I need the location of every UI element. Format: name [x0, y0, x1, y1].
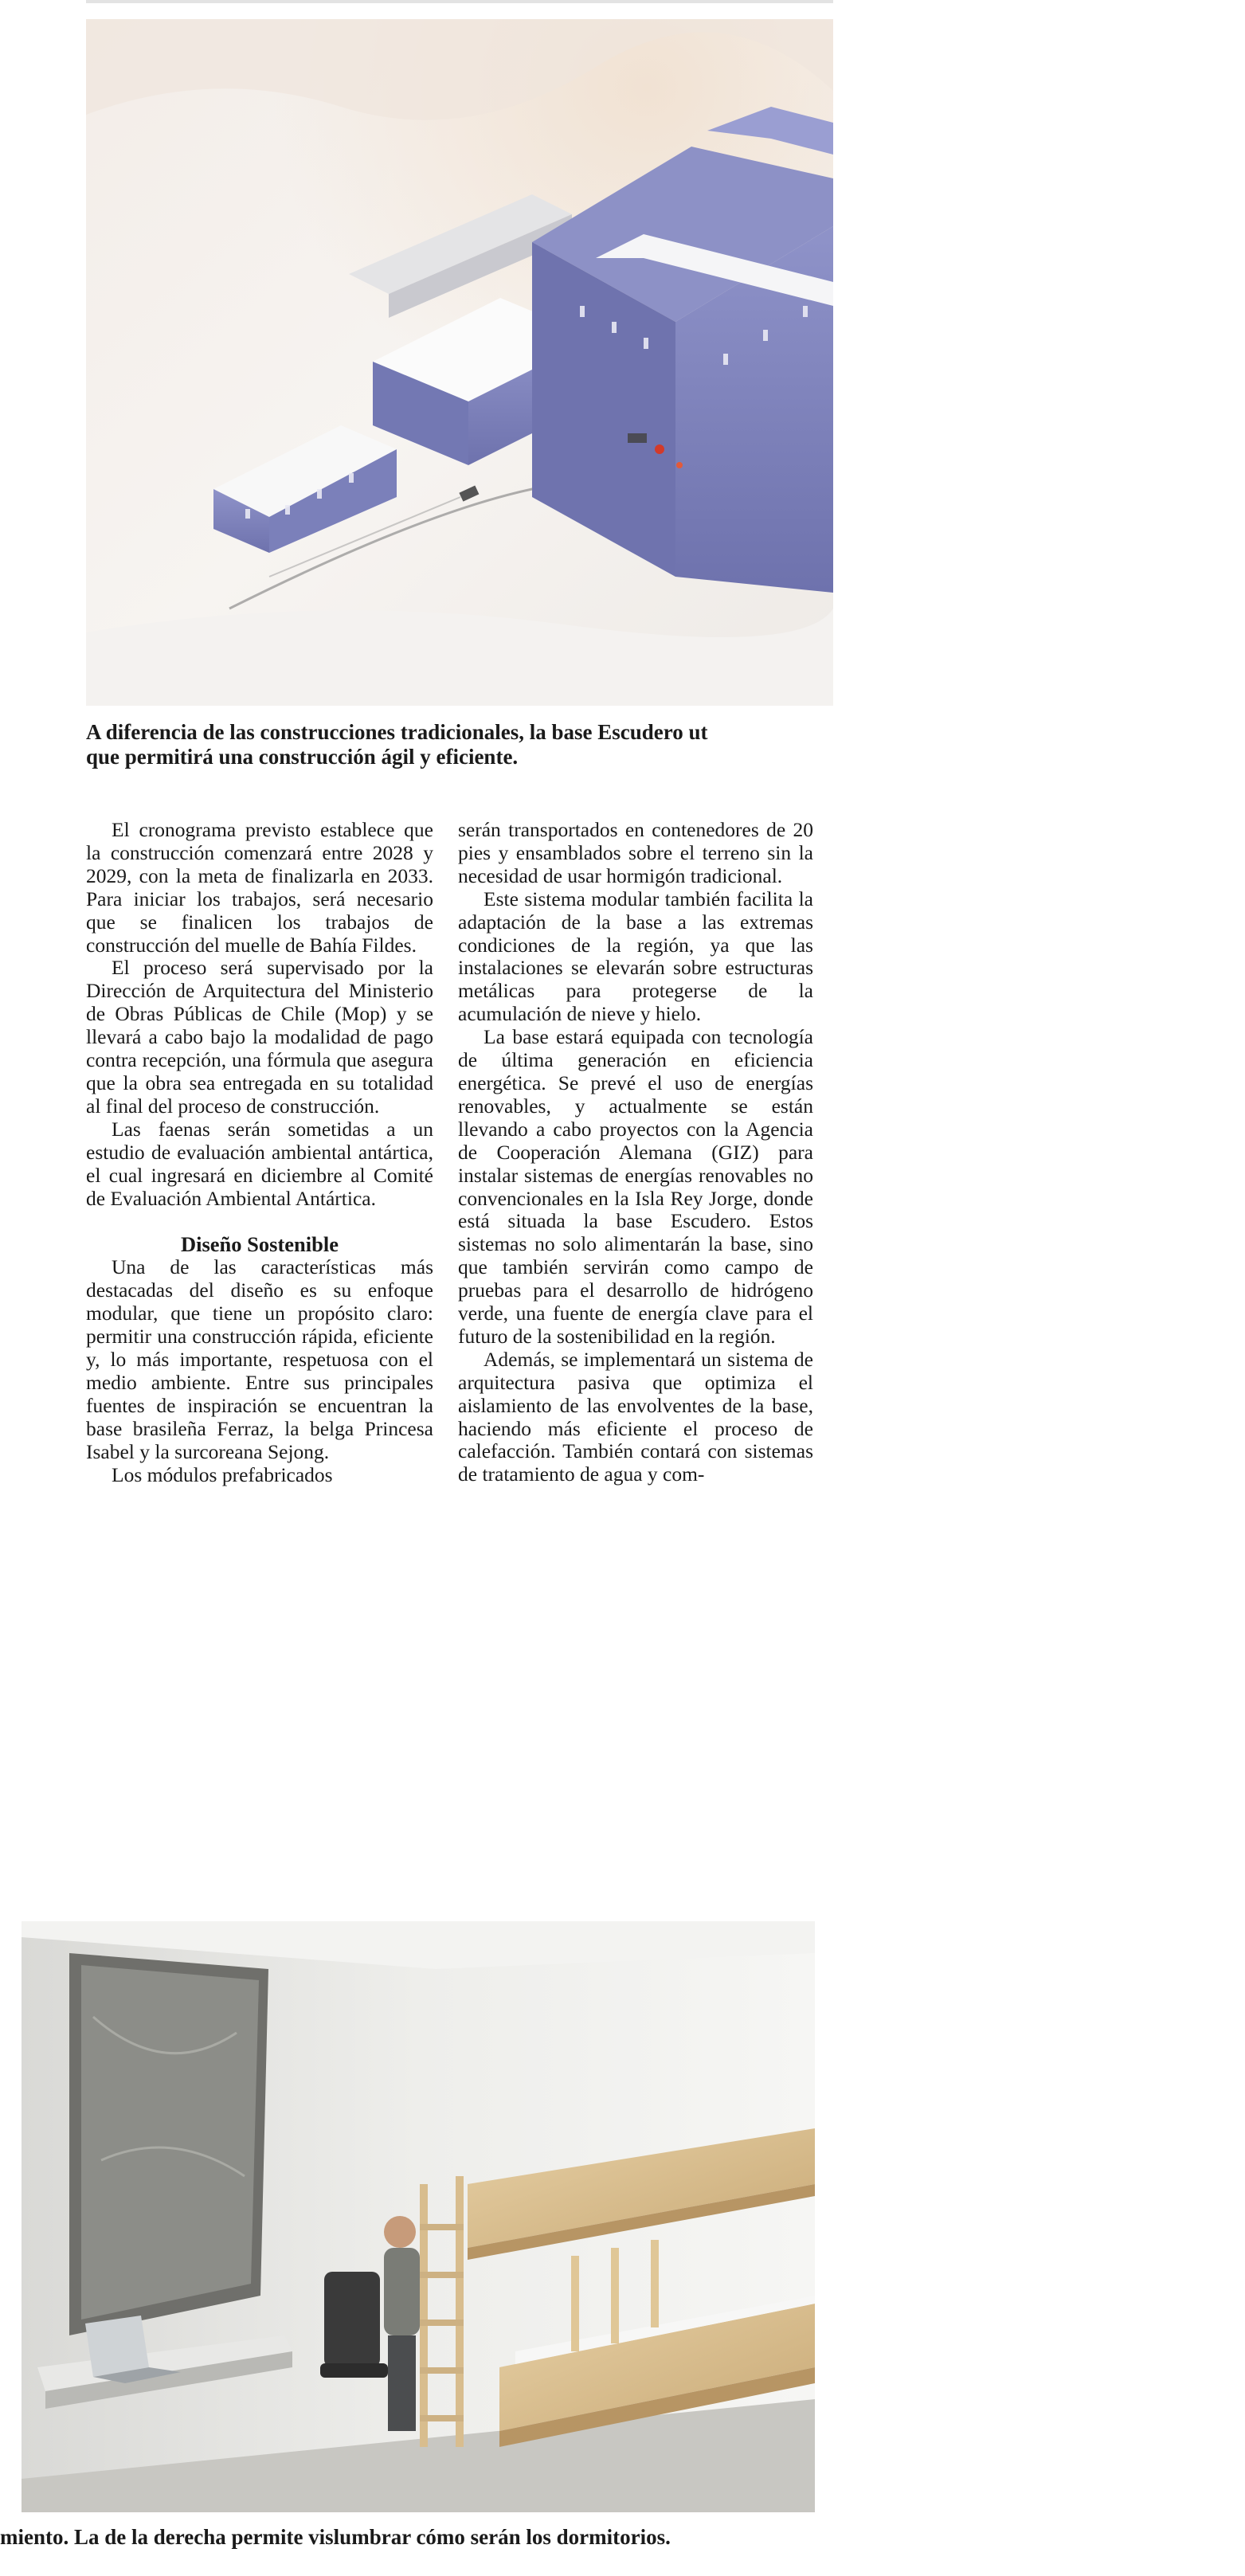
paragraph: Además, se implementará un sistema de arquitectura pasiva que optimiza el aislamiento de las envolventes de la base, haciendo más eficiente el proceso de calefacción. También contará con sistemas de tratamiento de agua y com- [458, 1347, 813, 1486]
paragraph: El proceso será supervisado por la Dirección de Arquitectura del Ministerio de Obras Públicas de Chile (Mop) y se llevará a cabo bajo la modalidad de pago contra recepción, una fórmula que asegura que la obra sea entregada en su totalidad al final del proceso de construcción. [86, 956, 433, 1118]
article-column-right [458, 819, 813, 1486]
section-subheading: Diseño Sostenible [180, 1232, 339, 1257]
photo-dormitory [22, 1921, 815, 2512]
article-column-left [86, 819, 433, 1486]
top-rule [86, 0, 833, 3]
paragraph: serán transportados en contenedores de 20 pies y ensamblados sobre el terreno sin la necesidad de usar hormigón tradicional. [458, 818, 813, 887]
photo-caption-top: A diferencia de las construcciones tradicionales, la base Escudero ut que permitirá una construcción ágil y eficiente. [86, 720, 708, 769]
photo-caption-bottom: miento. La de la derecha permite vislumbrar cómo serán los dormitorios. [0, 2525, 671, 2549]
paragraph: La base estará equipada con tecnología de última generación en eficiencia energética. Se prevé el uso de energías renovables, y actualmente se están llevando a cabo proyectos con la Agencia de Cooperación Alemana (GIZ) para instalar sistemas de energías renovables no convencionales en la Isla Rey Jorge, donde está situada la base Escudero. Estos sistemas no solo alimentarán la base, sino que también servirán como campo de pruebas para el desarrollo de hidrógeno verde, una fuente de energía clave para el futuro de la sostenibilidad en la región. [458, 1025, 813, 1348]
paragraph: Los módulos prefabricados [112, 1462, 333, 1486]
paragraph: Una de las características más destacadas del diseño es su enfoque modular, que tiene un propósito claro: permitir una construcción rápida, eficiente y, lo más importante, respetuosa con el medio ambiente. Entre sus principales fuentes de inspiración se encuentran la base brasileña Ferraz, la belga Princesa Isabel y la surcoreana Sejong. [86, 1255, 433, 1463]
paragraph: Las faenas serán sometidas a un estudio de evaluación ambiental antártica, el cual ingresará en diciembre al Comité de Evaluación Ambiental Antártica. [86, 1117, 433, 1210]
paragraph: Este sistema modular también facilita la adaptación de la base a las extremas condiciones de la región, ya que las instalaciones se elevarán sobre estructuras metálicas para protegerse de la acumulación de nieve y hielo. [458, 887, 813, 1026]
photo-antarctic-base [86, 19, 833, 706]
paragraph: El cronograma previsto establece que la construcción comenzará entre 2028 y 2029, con la meta de finalizarla en 2033. Para iniciar los trabajos, será necesario que se finalicen los trabajos de construcción del muelle de Bahía Fildes. [86, 818, 433, 957]
